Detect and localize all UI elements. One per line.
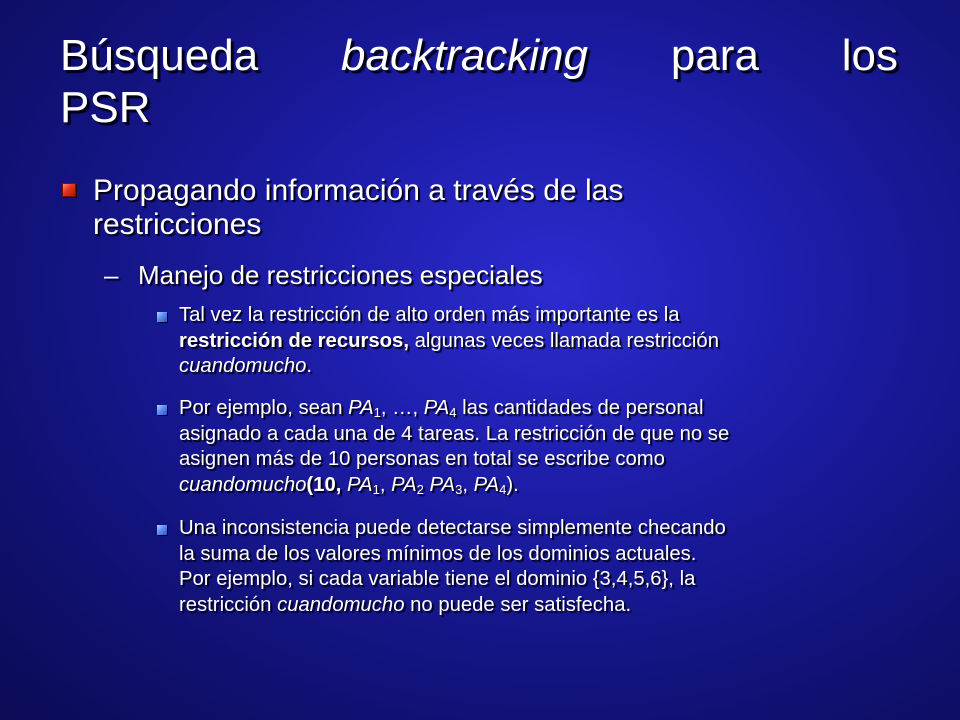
text-span: .: [306, 355, 313, 377]
slide-title: [60, 30, 898, 134]
text-line: [179, 354, 909, 380]
bullet-level3-text: [179, 516, 909, 618]
text-line: restricción cuandomucho no puede ser satisfecha.: [179, 593, 632, 616]
bullet-level1-text: [93, 174, 813, 242]
blue-square-bullet-icon: [157, 525, 167, 535]
bullet-level1-line: Propagando información a través de las: [93, 174, 624, 207]
title-word: PSR: [60, 83, 151, 132]
text-line: cuandomucho(10, $PA_1$, $PA_2$ $PA_3$, $PA_4$).: [179, 473, 519, 497]
text-line: Una inconsistencia puede detectarse simplemente checando: [179, 517, 726, 539]
title-word: los: [841, 31, 898, 80]
text-line: [179, 329, 909, 355]
title-word: para: [670, 31, 759, 80]
text-line: asignado a cada una de 4 tareas. La restricción de que no se: [179, 422, 730, 445]
text-line: asignen más de 10 personas en total se escribe como: [179, 448, 665, 470]
text-line: Tal vez la restricción de alto orden más importante es la: [179, 304, 680, 326]
blue-square-bullet-icon: [157, 405, 167, 415]
italic-term: cuandomucho: [179, 355, 307, 377]
text-line: Por ejemplo, si cada variable tiene el dominio {3,4,5,6}, la: [179, 568, 696, 590]
title-word: Búsqueda: [60, 31, 259, 80]
bullet-level2-text: Manejo de restricciones especiales: [138, 260, 543, 290]
red-square-bullet-icon: [62, 183, 76, 197]
bullet-level1-line: restricciones: [93, 208, 262, 241]
bullet-level3-text: [179, 303, 909, 380]
text-span: algunas veces llamada restricción: [408, 329, 719, 352]
text-line: la suma de los valores mínimos de los dominios actuales.: [179, 542, 697, 565]
bullet-level3-text: [179, 396, 909, 498]
bold-term: restricción de recursos,: [179, 329, 409, 352]
blue-square-bullet-icon: [157, 312, 167, 322]
dash-bullet-icon: –: [104, 260, 119, 290]
title-word-italic: backtracking: [341, 31, 589, 80]
text-line: Por ejemplo, sean $PA_1$, …, $PA_4$ las cantidades de personal: [179, 397, 704, 420]
